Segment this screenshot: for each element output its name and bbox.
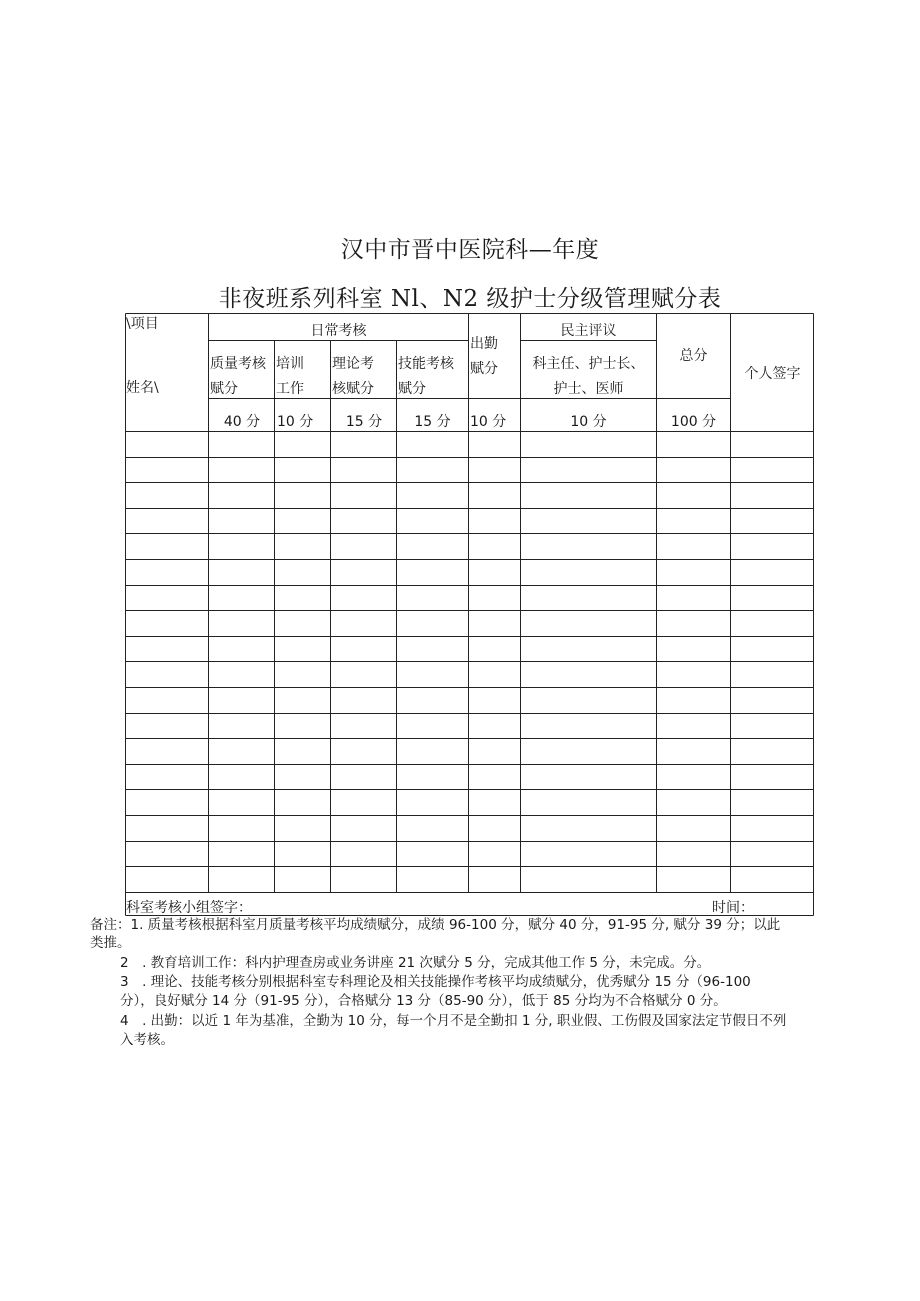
note-3: 3 . 理论、技能考核分别根据科室专科理论及相关技能操作考核平均成绩赋分，优秀赋分 15 分（96-100 <box>120 974 751 990</box>
header-skill-line1: 技能考核 <box>398 356 454 372</box>
note-1-continued: 类推。 <box>90 935 131 951</box>
header-signature: 个人签字 <box>744 366 801 382</box>
header-total: 总分 <box>679 348 708 364</box>
score-training: 10 分 <box>277 414 314 430</box>
note-4: 4 . 出勤：以近 1 年为基准，全勤为 10 分，每一个月不是全勤扣 1 分, 职业假、工伤假及国家法定节假日不列 <box>120 1013 787 1029</box>
score-total: 100 分 <box>670 414 717 430</box>
score-theory: 15 分 <box>345 414 383 430</box>
header-democratic-roles-line1: 科主任、护士长、 <box>532 356 645 372</box>
footer-committee-signature-label: 科室考核小组签字： <box>126 900 252 916</box>
header-skill-line2: 赋分 <box>398 381 426 397</box>
header-theory-line2: 核赋分 <box>332 381 374 397</box>
score-democratic: 10 分 <box>570 414 607 430</box>
header-democratic-roles-line2: 护士、医师 <box>553 381 624 397</box>
score-skill: 15 分 <box>414 414 451 430</box>
note-1: 备注：1. 质量考核根据科室月质量考核平均成绩赋分，成绩 96-100 分，赋分 40 分，91-95 分, 赋分 39 分；以此 <box>90 917 781 933</box>
header-quality-line2: 赋分 <box>210 381 238 397</box>
score-attendance: 10 分 <box>470 414 507 430</box>
note-3-continued: 分），良好赋分 14 分（91-95 分），合格赋分 13 分（85-90 分），低于 85 分均为不合格赋分 0 分。 <box>120 993 727 1009</box>
header-training-line1: 培训 <box>276 356 304 372</box>
page-title-line1: 汉中市晋中医院科—年度 <box>340 237 600 263</box>
diagonal-header-item: \项目 <box>126 316 159 332</box>
score-quality: 40 分 <box>223 414 261 430</box>
header-daily-assessment: 日常考核 <box>310 323 367 339</box>
header-attendance-line1: 出勤 <box>470 336 498 352</box>
header-democratic-review: 民主评议 <box>560 323 617 339</box>
header-quality-line1: 质量考核 <box>210 356 266 372</box>
header-training-line2: 工作 <box>276 381 304 397</box>
page-title-line2: 非夜班系列科室 Nl、N2 级护士分级管理赋分表 <box>218 286 722 312</box>
note-2: 2 . 教育培训工作：科内护理查房或业务讲座 21 次赋分 5 分，完成其他工作 5 分，未完成。分。 <box>120 955 711 971</box>
note-4-continued: 入考核。 <box>120 1032 174 1048</box>
header-attendance-line2: 赋分 <box>470 361 498 377</box>
footer-time-label: 时间： <box>712 900 754 916</box>
diagonal-header-name: 姓名\ <box>126 380 159 396</box>
header-theory-line1: 理论考 <box>332 356 374 372</box>
